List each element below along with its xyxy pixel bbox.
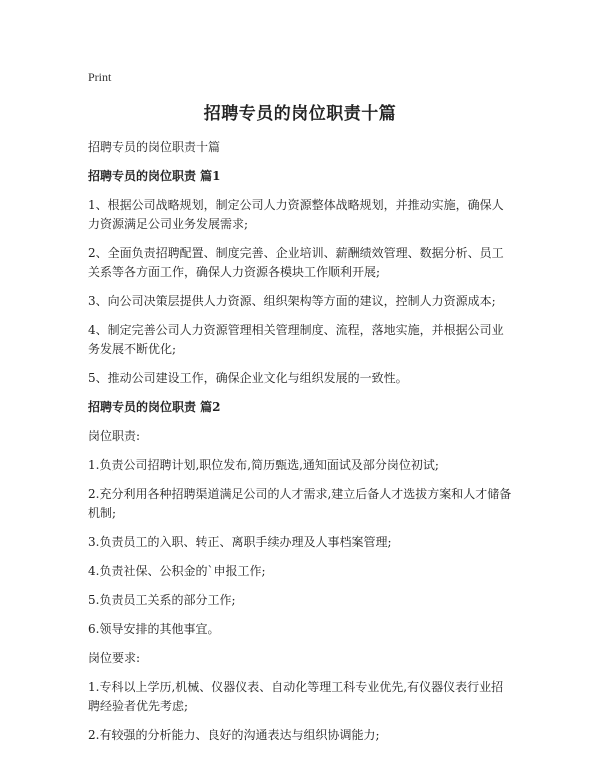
document-subtitle: 招聘专员的岗位职责十篇 [88, 140, 221, 154]
section-heading-2: 招聘专员的岗位职责 篇2 [88, 400, 221, 414]
section1-item: 2、全面负责招聘配置、制度完善、企业培训、薪酬绩效管理、数据分析、员工关系等各方面工作，确保人力资源各模块工作顺利开展; [88, 246, 504, 279]
duty-item: 4.负责社保、公积金的`申报工作; [88, 564, 266, 578]
section1-item: 5、推动公司建设工作，确保企业文化与组织发展的一致性。 [88, 371, 408, 385]
duty-item: 2.充分利用各种招聘渠道满足公司的人才需求,建立后备人才选拔方案和人才储备机制; [88, 487, 512, 520]
duty-item: 3.负责员工的入职、转正、离职手续办理及人事档案管理; [88, 535, 392, 549]
duties-label: 岗位职责: [88, 429, 141, 443]
duty-item: 5.负责员工关系的部分工作; [88, 593, 236, 607]
print-link[interactable]: Print [88, 70, 112, 84]
section1-item: 1、根据公司战略规划，制定公司人力资源整体战略规划，并推动实施，确保人力资源满足公司业务发展需求; [88, 198, 504, 231]
requirement-item: 1.专科以上学历,机械、仪器仪表、自动化等理工科专业优先,有仪器仪表行业招聘经验者优先考虑; [88, 680, 504, 713]
section1-item: 4、制定完善公司人力资源管理相关管理制度、流程，落地实施，并根据公司业务发展不断优化; [88, 323, 504, 356]
requirements-label: 岗位要求: [88, 651, 141, 665]
section1-item: 3、向公司决策层提供人力资源、组织架构等方面的建议，控制人力资源成本; [88, 294, 496, 308]
section-heading-1: 招聘专员的岗位职责 篇1 [88, 169, 221, 183]
document-title: 招聘专员的岗位职责十篇 [203, 104, 397, 124]
requirement-item: 2.有较强的分析能力、良好的沟通表达与组织协调能力; [88, 728, 380, 742]
duty-item: 1.负责公司招聘计划,职位发布,简历甄选,通知面试及部分岗位初试; [88, 458, 439, 472]
duty-item: 6.领导安排的其他事宜。 [88, 622, 220, 636]
